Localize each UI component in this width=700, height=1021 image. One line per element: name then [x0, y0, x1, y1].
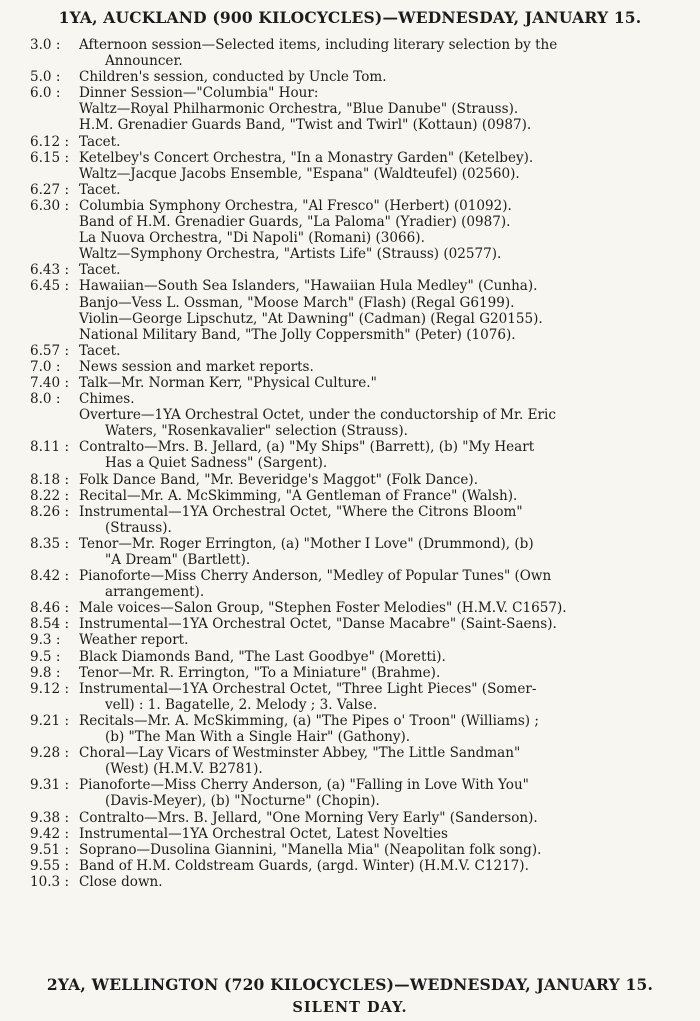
entry-text: Violin—George Lipschutz, "At Dawning" (Cadman) (Regal G20155).	[79, 310, 543, 327]
entry-first-line	[0, 37, 700, 53]
entry-text: H.M. Grenadier Guards Band, "Twist and Twirl" (Kottaun) (0987).	[79, 117, 532, 134]
entry-time: 9.5 :	[30, 648, 61, 665]
entry-continuation-line	[0, 423, 700, 439]
program-entry	[0, 439, 700, 471]
entry-text: Black Diamonds Band, "The Last Goodbye" (Moretti).	[79, 648, 446, 665]
entry-first-line	[0, 488, 700, 504]
entry-text: Waltz—Royal Philharmonic Orchestra, "Blue Danube" (Strauss).	[79, 101, 519, 118]
entry-text: Pianoforte—Miss Cherry Anderson, "Medley of Popular Tunes" (Own	[79, 568, 552, 585]
program-entry	[0, 488, 700, 504]
entry-text: Talk—Mr. Norman Kerr, "Physical Culture."	[79, 374, 377, 391]
entry-first-line	[0, 616, 700, 632]
program-entry	[0, 826, 700, 842]
program-entry	[0, 568, 700, 600]
program-entry	[0, 150, 700, 182]
entry-first-line	[0, 182, 700, 198]
entry-text: Overture—1YA Orchestral Octet, under the conductorship of Mr. Eric	[79, 407, 556, 424]
entry-time: 9.12 :	[30, 680, 70, 697]
program-entry	[0, 536, 700, 568]
entry-text: (West) (H.M.V. B2781).	[105, 761, 263, 778]
entry-continuation-line	[0, 584, 700, 600]
entry-text: Children's session, conducted by Uncle Tom.	[79, 69, 387, 86]
entry-first-line	[0, 536, 700, 552]
entry-text: National Military Band, "The Jolly Coppersmith" (Peter) (1076).	[79, 326, 516, 343]
entry-first-line	[0, 375, 700, 391]
program-entry	[0, 665, 700, 681]
program-entry	[0, 616, 700, 632]
program-entry	[0, 649, 700, 665]
entry-continuation-line	[0, 166, 700, 182]
entry-text: Pianoforte—Miss Cherry Anderson, (a) "Falling in Love With You"	[79, 777, 529, 794]
entry-continuation-line	[0, 101, 700, 117]
silent-day-note: SILENT DAY.	[292, 999, 408, 1016]
entry-text: Tacet.	[79, 262, 121, 279]
program-entry	[0, 745, 700, 777]
entry-text: Recitals—Mr. A. McSkimming, (a) "The Pipes o' Troon" (Williams) ;	[79, 712, 539, 729]
entry-time: 6.43 :	[30, 262, 70, 279]
entry-continuation-line	[0, 295, 700, 311]
entry-text: Hawaiian—South Sea Islanders, "Hawaiian Hula Medley" (Cunha).	[79, 278, 538, 295]
entry-text: Tacet.	[79, 133, 121, 150]
program-entry	[0, 359, 700, 375]
entry-time: 9.55 :	[30, 857, 70, 874]
program-entry	[0, 85, 700, 133]
program-entry	[0, 632, 700, 648]
entry-time: 9.21 :	[30, 712, 70, 729]
entry-text: Ketelbey's Concert Orchestra, "In a Monastry Garden" (Ketelbey).	[79, 149, 534, 166]
entry-text: (b) "The Man With a Single Hair" (Gathony).	[105, 729, 411, 746]
program-entry	[0, 343, 700, 359]
entry-first-line	[0, 198, 700, 214]
entry-first-line	[0, 713, 700, 729]
entry-continuation-line	[0, 455, 700, 471]
entry-time: 9.31 :	[30, 777, 70, 794]
entry-text: La Nuova Orchestra, "Di Napoli" (Romani) (3066).	[79, 230, 425, 247]
program-entry	[0, 37, 700, 69]
program-schedule	[0, 37, 700, 890]
station-heading-wellington: 2YA, WELLINGTON (720 KILOCYCLES)—WEDNESDAY, JANUARY 15.	[46, 975, 654, 994]
entry-first-line	[0, 391, 700, 407]
entry-first-line	[0, 568, 700, 584]
program-entry	[0, 681, 700, 713]
entry-first-line	[0, 858, 700, 874]
entry-continuation-line	[0, 327, 700, 343]
entry-first-line	[0, 649, 700, 665]
entry-time: 9.8 :	[30, 664, 61, 681]
entry-first-line	[0, 842, 700, 858]
entry-continuation-line	[0, 552, 700, 568]
entry-time: 8.54 :	[30, 616, 70, 633]
entry-continuation-line	[0, 729, 700, 745]
entry-time: 9.3 :	[30, 632, 61, 649]
entry-text: Announcer.	[105, 53, 183, 70]
entry-first-line	[0, 69, 700, 85]
entry-text: Waters, "Rosenkavalier" selection (Strauss).	[105, 423, 408, 440]
entry-text: Waltz—Symphony Orchestra, "Artists Life" (Strauss) (02577).	[79, 246, 502, 263]
entry-text: Contralto—Mrs. B. Jellard, (a) "My Ships" (Barrett), (b) "My Heart	[79, 439, 535, 456]
entry-time: 8.11 :	[30, 439, 70, 456]
program-entry	[0, 278, 700, 342]
entry-text: Folk Dance Band, "Mr. Beveridge's Maggot" (Folk Dance).	[79, 471, 479, 488]
entry-text: Soprano—Dusolina Giannini, "Manella Mia" (Neapolitan folk song).	[79, 841, 542, 858]
entry-first-line	[0, 262, 700, 278]
entry-time: 9.42 :	[30, 825, 70, 842]
program-entry	[0, 182, 700, 198]
entry-first-line	[0, 85, 700, 101]
program-entry	[0, 777, 700, 809]
entry-text: Contralto—Mrs. B. Jellard, "One Morning Very Early" (Sanderson).	[79, 809, 538, 826]
program-entry	[0, 810, 700, 826]
entry-continuation-line	[0, 761, 700, 777]
entry-text: Banjo—Vess L. Ossman, "Moose March" (Flash) (Regal G6199).	[79, 294, 515, 311]
entry-first-line	[0, 874, 700, 890]
program-entry	[0, 713, 700, 745]
entry-text: Band of H.M. Coldstream Guards, (argd. Winter) (H.M.V. C1217).	[79, 857, 529, 874]
entry-first-line	[0, 472, 700, 488]
program-entry	[0, 391, 700, 439]
entry-text: Has a Quiet Sadness" (Sargent).	[105, 455, 328, 472]
entry-text: (Davis-Meyer), (b) "Nocturne" (Chopin).	[105, 793, 380, 810]
entry-time: 5.0 :	[30, 69, 61, 86]
entry-continuation-line	[0, 53, 700, 69]
entry-text: (Strauss).	[105, 519, 172, 536]
entry-continuation-line	[0, 214, 700, 230]
entry-text: Close down.	[79, 873, 163, 890]
entry-time: 6.30 :	[30, 197, 70, 214]
entry-text: Instrumental—1YA Orchestral Octet, "Danse Macabre" (Saint-Saens).	[79, 616, 557, 633]
entry-continuation-line	[0, 246, 700, 262]
entry-first-line	[0, 777, 700, 793]
program-entry	[0, 874, 700, 890]
program-entry	[0, 198, 700, 262]
entry-text: News session and market reports.	[79, 358, 314, 375]
entry-time: 6.45 :	[30, 278, 70, 295]
entry-first-line	[0, 359, 700, 375]
entry-text: Tacet.	[79, 342, 121, 359]
entry-time: 9.28 :	[30, 745, 70, 762]
entry-continuation-line	[0, 697, 700, 713]
entry-time: 8.35 :	[30, 535, 70, 552]
entry-time: 7.0 :	[30, 358, 61, 375]
entry-first-line	[0, 278, 700, 294]
entry-first-line	[0, 665, 700, 681]
entry-text: Instrumental—1YA Orchestral Octet, "Where the Citrons Bloom"	[79, 503, 523, 520]
entry-time: 3.0 :	[30, 37, 61, 53]
entry-text: Tenor—Mr. R. Errington, "To a Miniature" (Brahme).	[79, 664, 441, 681]
program-entry	[0, 262, 700, 278]
entry-first-line	[0, 810, 700, 826]
entry-time: 6.27 :	[30, 181, 70, 198]
program-entry	[0, 134, 700, 150]
entry-text: Columbia Symphony Orchestra, "Al Fresco" (Herbert) (01092).	[79, 197, 512, 214]
entry-first-line	[0, 343, 700, 359]
entry-time: 6.15 :	[30, 149, 70, 166]
entry-text: Chimes.	[79, 391, 135, 408]
entry-text: Tacet.	[79, 181, 121, 198]
entry-first-line	[0, 600, 700, 616]
entry-text: vell) : 1. Bagatelle, 2. Melody ; 3. Valse.	[105, 696, 378, 713]
program-entry	[0, 375, 700, 391]
entry-first-line	[0, 826, 700, 842]
entry-first-line	[0, 632, 700, 648]
entry-time: 8.26 :	[30, 503, 70, 520]
entry-time: 9.38 :	[30, 809, 70, 826]
entry-text: Instrumental—1YA Orchestral Octet, Latest Novelties	[79, 825, 448, 842]
entry-continuation-line	[0, 230, 700, 246]
entry-text: Recital—Mr. A. McSkimming, "A Gentleman of France" (Walsh).	[79, 487, 518, 504]
entry-time: 8.22 :	[30, 487, 70, 504]
program-entry	[0, 858, 700, 874]
entry-time: 6.0 :	[30, 85, 61, 102]
entry-continuation-line	[0, 407, 700, 423]
entry-continuation-line	[0, 520, 700, 536]
station-heading-auckland: 1YA, AUCKLAND (900 KILOCYCLES)—WEDNESDAY, JANUARY 15.	[58, 8, 642, 27]
entry-text: Dinner Session—"Columbia" Hour:	[79, 85, 319, 102]
program-entry	[0, 69, 700, 85]
entry-time: 6.57 :	[30, 342, 70, 359]
program-entry	[0, 504, 700, 536]
entry-time: 10.3 :	[30, 873, 70, 890]
entry-text: Afternoon session—Selected items, including literary selection by the	[79, 37, 558, 53]
entry-time: 8.0 :	[30, 391, 61, 408]
program-entry	[0, 842, 700, 858]
entry-time: 8.46 :	[30, 600, 70, 617]
entry-time: 6.12 :	[30, 133, 70, 150]
entry-text: Waltz—Jacque Jacobs Ensemble, "Espana" (Waldteufel) (02560).	[79, 165, 520, 182]
entry-first-line	[0, 681, 700, 697]
program-entry	[0, 472, 700, 488]
entry-time: 8.42 :	[30, 568, 70, 585]
entry-text: Tenor—Mr. Roger Errington, (a) "Mother I Love" (Drummond), (b)	[79, 535, 534, 552]
entry-first-line	[0, 439, 700, 455]
entry-text: arrangement).	[105, 584, 205, 601]
entry-text: Instrumental—1YA Orchestral Octet, "Three Light Pieces" (Somer-	[79, 680, 537, 697]
program-entry	[0, 600, 700, 616]
entry-first-line	[0, 504, 700, 520]
entry-time: 9.51 :	[30, 841, 70, 858]
entry-time: 8.18 :	[30, 471, 70, 488]
entry-text: "A Dream" (Bartlett).	[105, 552, 251, 568]
entry-text: Choral—Lay Vicars of Westminster Abbey, "The Little Sandman"	[79, 745, 521, 762]
entry-continuation-line	[0, 117, 700, 133]
entry-text: Band of H.M. Grenadier Guards, "La Paloma" (Yradier) (0987).	[79, 214, 511, 231]
entry-first-line	[0, 150, 700, 166]
entry-time: 7.40 :	[30, 374, 70, 391]
entry-first-line	[0, 745, 700, 761]
entry-continuation-line	[0, 793, 700, 809]
entry-continuation-line	[0, 311, 700, 327]
entry-text: Weather report.	[79, 632, 189, 649]
entry-first-line	[0, 134, 700, 150]
entry-text: Male voices—Salon Group, "Stephen Foster Melodies" (H.M.V. C1657).	[79, 600, 567, 617]
